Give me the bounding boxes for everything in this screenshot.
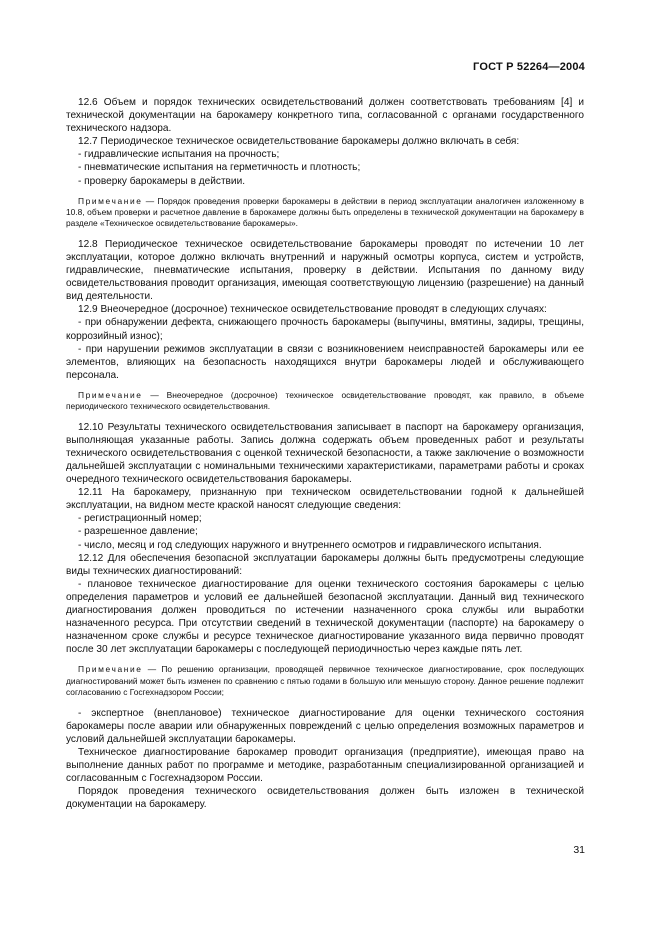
list-item: - регистрационный номер; <box>78 513 202 525</box>
note-text: — Порядок проведения проверки барокамеры в действии в период эксплуатации аналогичен изложенному в 10.8, объем проверки и расчетное давление в барокамере должны быть определены в технической документации на барокамеру в разделе «Техническое освидетельствование барокамеры». <box>66 195 584 229</box>
paragraph-12-8: 12.8 Периодическое техническое освидетельствование барокамеры проводят по истечении 10 лет эксплуатации, которое должно включать внутренний и наружный осмотры корпуса, систем и устройств, гидравлические, пневматические испытания, проверку в действии. Испытания по данному виду освидетельствования проводит организация, имеющая соответствующую лицензию (разрешение) на данный вид деятельности. <box>66 238 584 303</box>
paragraph-12-9: 12.9 Внеочередное (досрочное) техническое освидетельствование проводят в следующих случаях: <box>78 304 547 316</box>
list-item: - число, месяц и год следующих наружного и внутреннего осмотров и гидравлического испытания. <box>78 539 542 551</box>
document-body <box>66 96 584 811</box>
list-item: - экспертное (внеплановое) техническое диагностирование для оценки технического состояния барокамеры после аварии или обнаруженных повреждений с целью определения возможных параметров и условий дальнейшей эксплуатации барокамеры. <box>66 707 584 745</box>
paragraph-12-12: 12.12 Для обеспечения безопасной эксплуатации барокамеры должны быть предусмотрены следующие виды технических диагностирований: <box>66 552 584 577</box>
note-2 <box>66 390 584 413</box>
list-item: - плановое техническое диагностирование для оценки технического состояния барокамеры с целью определения параметров и условий ее дальнейшей безопасной эксплуатации. Данный вид технического диагностирования должен проводиться по истечении назначенного срока службы или выработки назначенного ресурса. При отсутствии сведений в технической документации (паспорте) на барокамеру о назначенном сроке службы и ресурсе техническое диагностирование указанного вида первично проводят после 30 лет эксплуатации барокамеры с последующей периодичностью через каждые пять лет. <box>66 578 584 656</box>
list-item: - гидравлические испытания на прочность; <box>78 149 280 161</box>
list-item: - при обнаружении дефекта, снижающего прочность барокамеры (выпучины, вмятины, задиры, трещины, коррозийный износ); <box>66 317 584 342</box>
list-item: - при нарушении режимов эксплуатации в связи с возникновением неисправностей барокамеры или ее элементов, влияющих на безопасность находящихся внутри барокамеры людей и обслуживающего персонала. <box>66 343 584 381</box>
paragraph-12-6: 12.6 Объем и порядок технических освидетельствований должен соответствовать требованиям [4] и технической документации на барокамеру конкретного типа, согласованной с органами государственного технического надзора. <box>66 97 584 135</box>
paragraph-diagnostics-organization: Техническое диагностирование барокамер проводит организация (предприятие), имеющая право на выполнение данных работ по программе и методике, разработанным специализированной организацией и согласованным с Госгехнадзором России. <box>66 746 584 785</box>
note-1 <box>66 196 584 230</box>
note-label: Примечание <box>78 195 143 206</box>
paragraph-12-7: 12.7 Периодическое техническое освидетельствование барокамеры должно включать в себя: <box>78 136 520 148</box>
list-item: - пневматические испытания на герметичность и плотность; <box>78 162 361 174</box>
note-label: Примечание <box>78 664 143 675</box>
note-text: — По решению организации, проводящей первичное техническое диагностирование, срок последующих диагностирований может быть изменен по сравнению с пятью годами в большую или меньшую сторону. Данное решение подлежит согласованию с Госгехнадзором России; <box>66 664 584 698</box>
note-3 <box>66 664 584 698</box>
page-number: 31 <box>573 844 585 856</box>
note-label: Примечание <box>78 389 143 400</box>
paragraph-12-10: 12.10 Результаты технического освидетельствования записывает в паспорт на барокамеру организация, выполняющая указанные работы. Запись должна содержать объем проведенных работ и результаты технического освидетельствования с оценкой технической безопасности, а также заключение о возможности дальнейшей эксплуатации с номинальными техническими характеристиками, параметрами работы и сроках очередного технического освидетельствования барокамеры. <box>66 421 584 486</box>
note-text: — Внеочередное (досрочное) техническое освидетельствование проводят, как правило, в объеме периодического технического освидетельствования. <box>66 389 584 412</box>
list-item: - проверку барокамеры в действии. <box>78 175 246 187</box>
paragraph-12-11: 12.11 На барокамеру, признанную при техническом освидетельствовании годной к дальнейшей эксплуатации, на видном месте краской наносят следующие сведения: <box>66 487 584 512</box>
paragraph-procedure: Порядок проведения технического освидетельствования должен быть изложен в технической документации на барокамеру. <box>66 786 584 811</box>
document-code: ГОСТ Р 52264—2004 <box>473 61 585 73</box>
list-item: - разрешенное давление; <box>78 526 198 538</box>
